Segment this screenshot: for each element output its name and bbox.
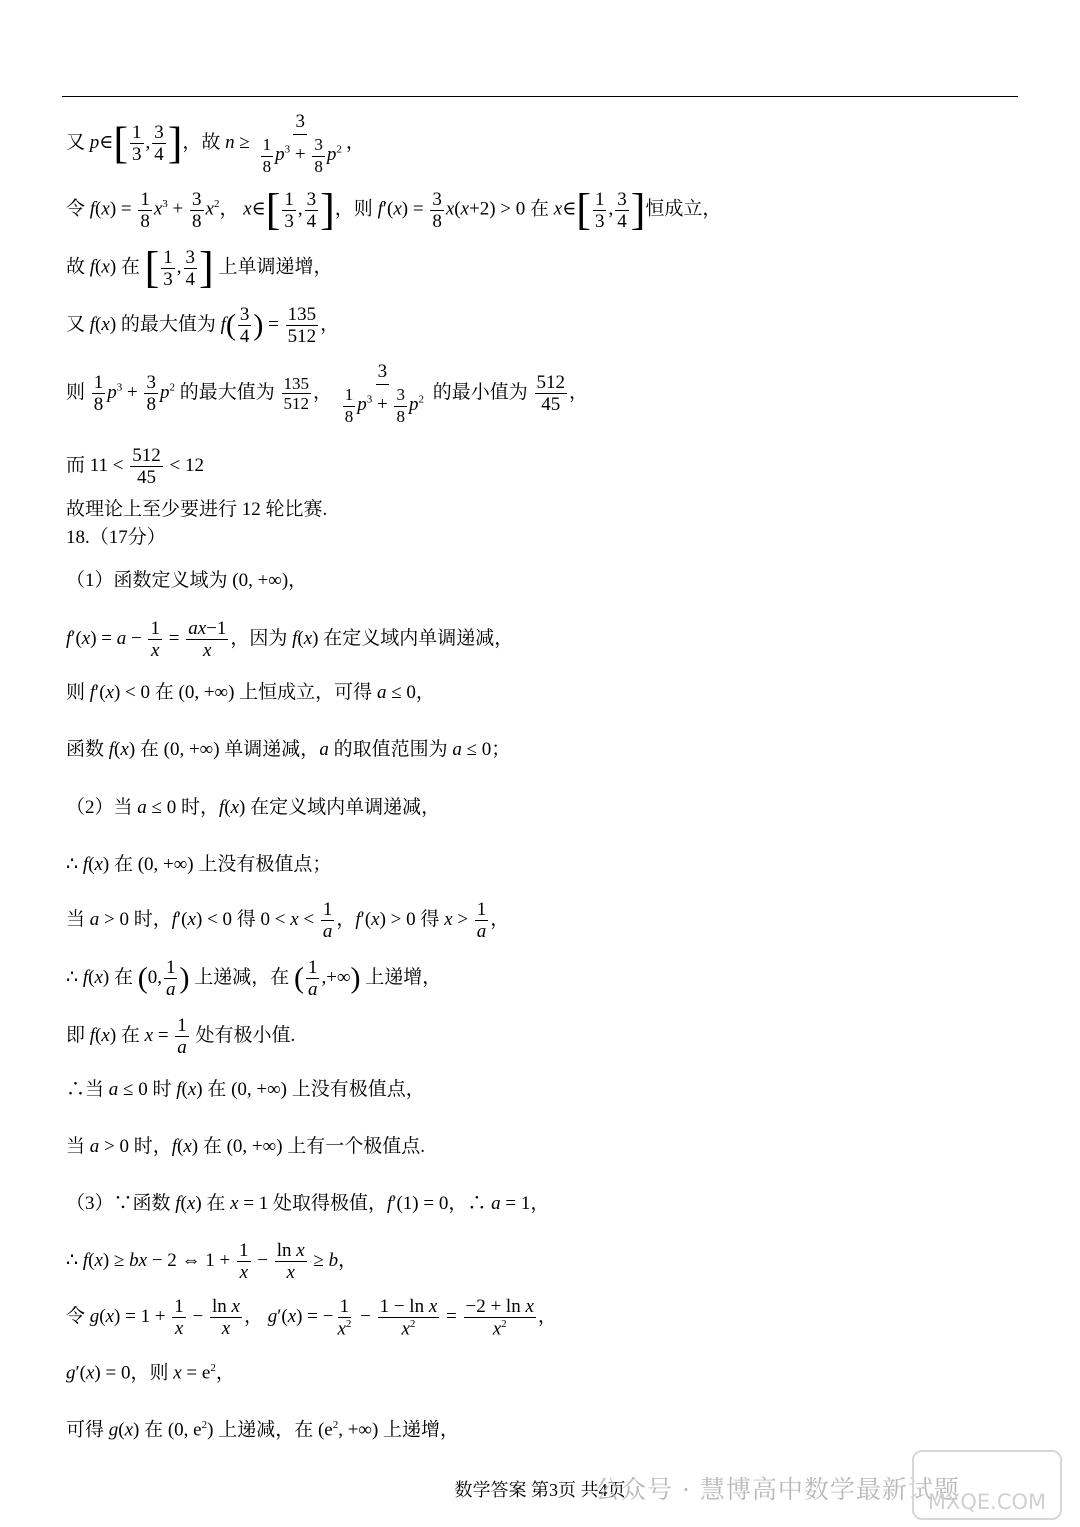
line-20: （3）∵函数 f(x) 在 x = 1 处取得极值，f′(1) = 0，∴ a = 1， (66, 1193, 550, 1214)
line-12: 函数 f(x) 在 (0, +∞) 单调递减，a 的取值范围为 a ≤ 0； (66, 739, 511, 760)
line-11: 则 f′(x) < 0 在 (0, +∞) 上恒成立，可得 a ≤ 0， (66, 682, 435, 703)
line-15: 当 a > 0 时，f′(x) < 0 得 0 < x < $\frac{1}{a}$ ，f′(x) > 0 得 x > $\frac{1}{a}$ ， (66, 899, 510, 942)
line-19: 当 a > 0 时，f(x) 在 (0, +∞) 上有一个极值点. (66, 1136, 426, 1157)
line-1: 又 p∈[ $\frac{1}{3}$ , $\frac{3}{4}$ ]，故 n ≥ 3 $\frac{1}{8}$ $p^3$ + $\frac{3}{8}$ $p^2$ ， (66, 111, 365, 176)
line-9: （1）函数定义域为 (0, +∞)， (66, 570, 308, 591)
wechat-watermark: 公众号 · 慧博高中数学最新试题 (595, 1475, 960, 1504)
line-3: 故 f(x) 在 [ $\frac{1}{3}$ , $\frac{3}{4}$ ] 上单调递增， (66, 243, 333, 292)
page-footer: 数学答案 第3页 共4页 (454, 1480, 626, 1500)
line-13: （2）当 a ≤ 0 时，f(x) 在定义域内单调递减， (66, 797, 441, 818)
line-4: 又 f(x) 的最大值为 f( $\frac{3}{4}$ ) = $\frac{135}{512}$ ， (66, 304, 340, 347)
line-24: 可得 g(x) 在 (0, $e^2$) 上递减，在 ($e^2$, +∞) 上递增， (66, 1419, 460, 1441)
line-7: 故理论上至少要进行 12 轮比赛. (66, 499, 328, 520)
line-21: ∴ f(x) ≥ bx − 2 ⇔ 1 + $\frac{1}{x}$ − $\frac{\text{ln x}}{x}$ ≥ b， (66, 1240, 358, 1283)
line-23: g′(x) = 0，则 $x = e^2$， (66, 1362, 235, 1384)
line-16: ∴ f(x) 在 (0, $\frac{1}{a}$ ) 上递减，在 ( $\frac{1}{a}$ ,+∞) 上递增， (66, 957, 442, 1000)
line-18: ∴当 a ≤ 0 时 f(x) 在 (0, +∞) 上没有极值点， (66, 1079, 425, 1100)
line-5: 则 $\frac{1}{8}$ $p^3$ + $\frac{3}{8}$ $p^2$ 的最大值为 $\frac{135}{512}$ ， 3 $\frac{1}{8}$ $p^3$ + $\frac{3}{8}$ $p^2$ 的最小值为 $\frac{512}{45}$ ， (66, 361, 589, 426)
line-6: 而 11 < $\frac{512}{45}$ < 12 (66, 445, 204, 488)
header-rule (62, 96, 1018, 97)
line-14: ∴ f(x) 在 (0, +∞) 上没有极值点； (66, 854, 332, 875)
line-10: f′(x) = a − $\frac{1}{x}$ = $\frac{ax-1}{x}$ ，因为 f(x) 在定义域内单调递减， (66, 618, 514, 661)
line-22: 令 g(x) = 1 + $\frac{1}{x}$ − $\frac{\text{ln x}}{x}$ ， g′(x) = − $\frac{1}{x^2}$ − $\frac{\text{1 − ln x}}{x^2}$ = $\frac{\text{−2 + ln x}}{x^2}$ ， (66, 1296, 557, 1340)
line-8: 18.（17分） (66, 527, 166, 548)
site-watermark: MXQE.COM (912, 1450, 1062, 1520)
line-2: 令 f(x) = $\frac{1}{8}$ $x^3$ + $\frac{3}{8}$ $x^2$， x∈[ $\frac{1}{3}$ , $\frac{3}{4}$ ]，则 f′(x) = $\frac{3}{8}$ x(x+2) > 0 在 x∈[ $\frac{1}{3}$ , $\frac{3}{4}$ ]恒成立， (66, 185, 722, 234)
line-17: 即 f(x) 在 x = $\frac{1}{a}$ 处有极小值. (66, 1015, 296, 1058)
